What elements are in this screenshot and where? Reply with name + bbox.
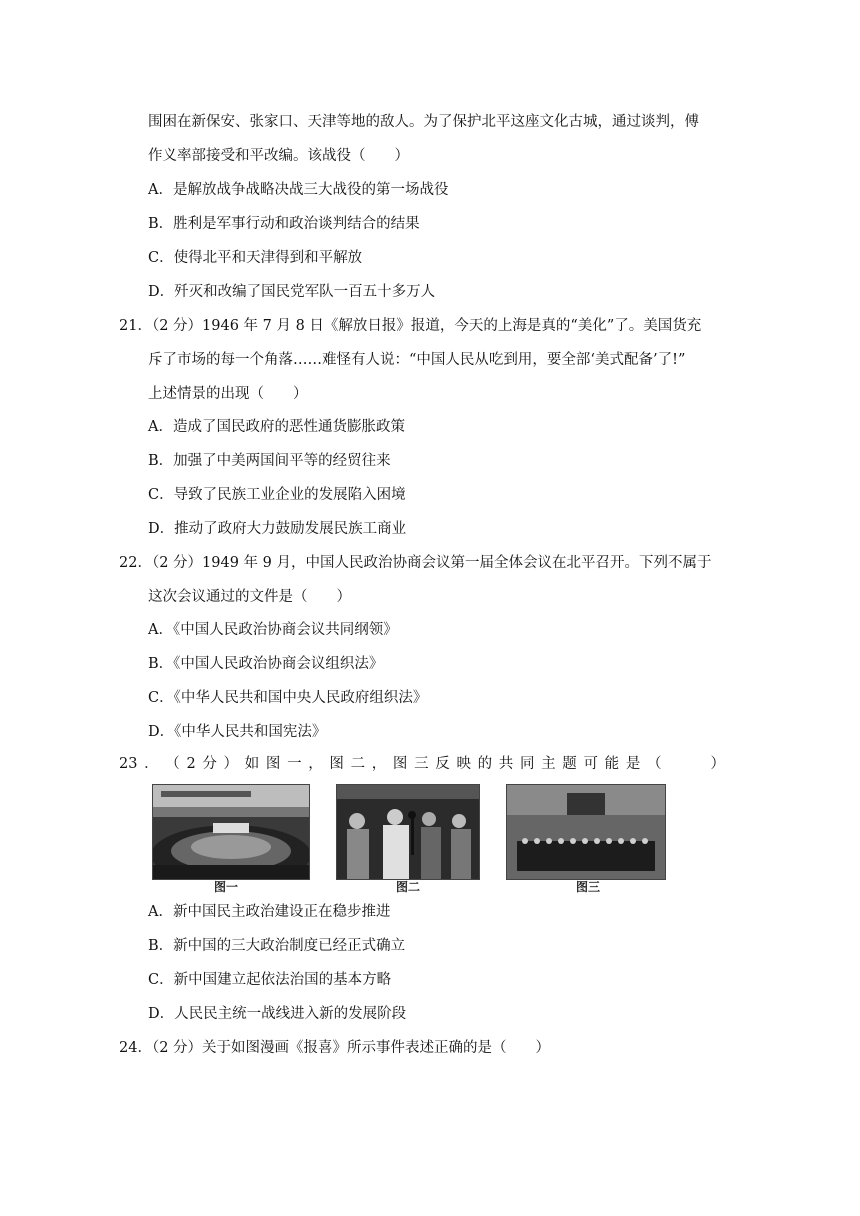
figure-3-caption: 图三 [576,880,601,894]
q23-stem-token: 反 [435,756,450,772]
q24-text-line-1: （2 分）关于如图漫画《报喜》所示事件表述正确的是（ ） [151,1040,551,1056]
q20-option-b: B．胜利是军事行动和政治谈判结合的结果 [148,216,420,232]
q23-stem-token: ， [308,756,323,772]
q21-stem-line-1 [119,316,701,336]
q20-option-c: C．使得北平和天津得到和平解放 [148,250,363,266]
q23-stem-token: 能 [604,756,620,772]
q21-number: 21． [119,318,152,334]
figure-2-photo [336,784,480,880]
q23-option-a: A．新中国民主政治建设正在稳步推进 [148,904,391,920]
q20-text-line-1: 围困在新保安、张家口、天津等地的敌人。为了保护北平这座文化古城，通过谈判，傅 [148,114,699,130]
q23-stem-token: 分 [202,756,217,772]
q23-stem-token [689,754,704,774]
speech-image [337,785,479,879]
q23-stem-token: （ [165,756,180,772]
q23-option-b: B．新中国的三大政治制度已经正式确立 [148,938,406,954]
q23-stem-token: 主 [541,756,556,772]
q23-stem-token: 共 [498,756,514,772]
q21-text-line-3: 上述情景的出现（ ） [148,386,308,402]
q23-stem-token: ） [223,756,239,772]
q23-stem-token: （ [646,756,662,772]
q22-text-line-2: 这次会议通过的文件是（ ） [148,589,351,605]
q20-option-a: A．是解放战争战略决战三大战役的第一场战役 [148,182,449,198]
q23-stem-token: 映 [456,756,471,772]
figure-1-caption: 图一 [214,880,239,894]
figure-2-caption: 图二 [396,880,421,894]
q23-stem-token: 的 [477,756,493,772]
q22-stem-line-1 [119,553,712,573]
q20-option-d: D．歼灭和改编了国民党军队一百五十多万人 [148,284,436,300]
q23-stem-token: 二 [350,756,366,772]
q23-stem-token: 图 [329,756,344,772]
group-photo-image [507,785,665,879]
q21-text-line-2: 斥了市场的每一个角落……难怪有人说：“中国人民从吃到用，要全部‘美式配备’了!” [148,352,686,368]
q23-stem-token: ， [371,756,387,772]
q23-stem-token: 可 [583,756,598,772]
q24-stem-line-1 [119,1038,550,1058]
q21-option-b: B．加强了中美两国间平等的经贸往来 [148,453,391,469]
q23-stem-token [668,754,683,774]
q23-stem-token: 三 [414,756,429,772]
q22-option-d: D．《中华人民共和国宪法》 [148,724,327,740]
figure-3-photo [506,784,666,880]
q20-text-line-2: 作义率部接受和平改编。该战役（ ） [148,148,409,164]
q23-stem-token: 如 [244,756,260,772]
q23-option-c: C．新中国建立起依法治国的基本方略 [148,972,392,988]
q21-text-line-1: （2 分）1946 年 7 月 8 日《解放日报》报道，今天的上海是真的“美化”了。美国货充 [151,318,702,334]
q24-number: 24． [119,1040,152,1056]
q22-option-b: B．《中国人民政治协商会议组织法》 [148,656,384,672]
q23-stem-token: ） [710,756,725,772]
q22-option-a: A．《中国人民政治协商会议共同纲领》 [148,622,398,638]
q23-stem-token: 图 [265,756,281,772]
q21-option-d: D．推动了政府大力鼓励发展民族工商业 [148,521,407,537]
figure-1-photo [152,784,310,880]
q21-option-a: A．造成了国民政府的恶性通货膨胀政策 [148,419,405,435]
meeting-hall-image [153,785,309,879]
q22-text-line-1: （2 分）1949 年 9 月，中国人民政治协商会议第一届全体会议在北平召开。下列不属于 [151,555,712,571]
q23-stem-token: 同 [519,756,535,772]
q23-stem-token: 2 [186,756,196,772]
q22-option-c: C．《中华人民共和国中央人民政府组织法》 [148,690,428,706]
q22-number: 22． [119,555,152,571]
q23-stem-token: 图 [392,756,408,772]
q23-stem-token: 题 [562,756,577,772]
q21-option-c: C．导致了民族工业企业的发展陷入困境 [148,487,406,503]
q23-stem [119,754,725,774]
q23-stem-token: 是 [625,756,641,772]
q23-option-d: D．人民民主统一战线进入新的发展阶段 [148,1006,407,1022]
q23-stem-token: 23 [119,756,138,772]
q23-stem-token: 一 [287,756,302,772]
q23-stem-token: ． [144,756,159,772]
